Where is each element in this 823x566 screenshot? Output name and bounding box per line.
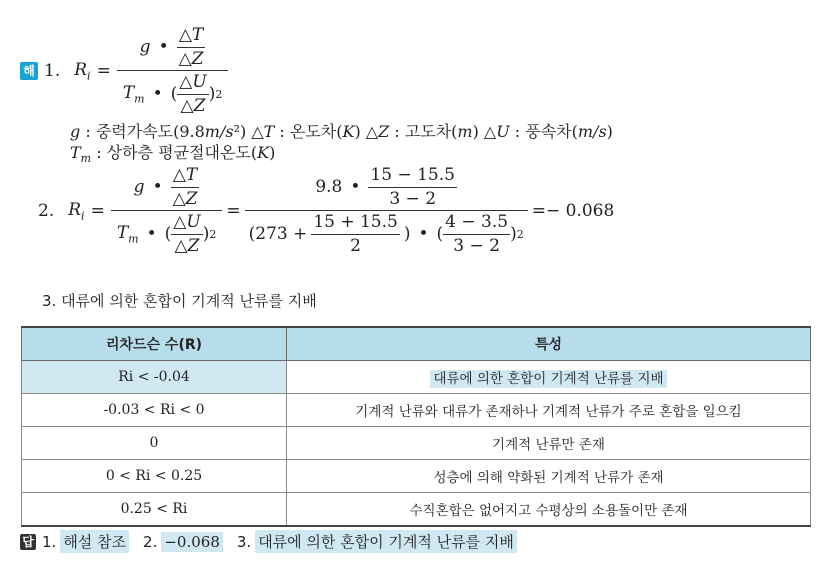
cell-property: 기계적 난류와 대류가 존재하나 기계적 난류가 주로 혼합을 일으킴 <box>287 394 811 427</box>
temp-diff-fraction: $\frac{15 - 15.5}{3 - 2}$ <box>370 165 455 209</box>
legend-segment: K <box>342 122 355 141</box>
paren-left: ( <box>170 84 178 105</box>
table-row <box>22 361 811 394</box>
legend-segment: m/s <box>204 122 234 141</box>
item-1-number: 1. <box>44 60 61 81</box>
legend-segment: : 온도차( <box>274 122 343 141</box>
delta-z: △Z <box>178 48 204 69</box>
formula-2 <box>38 166 614 256</box>
equals-sign: = <box>226 200 241 221</box>
answer-2-number: 2. <box>143 532 158 551</box>
legend-segment: m <box>457 122 473 141</box>
equals-sign: = <box>96 60 111 81</box>
table-row <box>22 493 811 527</box>
ri-symbol: $R_i$ <box>68 199 85 223</box>
legend-segment: T <box>263 122 275 141</box>
cell-range: 0.25 < Ri <box>22 493 287 527</box>
legend-segment: ) <box>606 122 613 141</box>
cell-property: 대류에 의한 혼합이 기계적 난류를 지배 <box>287 361 811 394</box>
table-row <box>22 427 811 460</box>
cell-property: 성층에 의해 약화된 기계적 난류가 존재 <box>287 460 811 493</box>
legend-segment: U <box>496 122 510 141</box>
legend-segment: ) △ <box>239 122 264 141</box>
cell-range: -0.03 < Ri < 0 <box>22 394 287 427</box>
answer-3: 대류에 의한 혼합이 기계적 난류를 지배 <box>255 530 517 553</box>
equals-sign: = <box>90 200 105 221</box>
legend-segment: g <box>70 122 81 141</box>
solution-badge: 해 <box>20 62 38 80</box>
delta-z: △Z <box>180 96 206 117</box>
substituted-fraction: 9.8 • $\frac{15 - 15.5}{3 - 2}$ (273 + $\frac{15 + 15.5}{2}$ ) • ( $\frac{4 - 3.5}{3 - 2}$ ) 2 <box>245 166 528 256</box>
legend-line-1 <box>70 119 613 142</box>
legend-segment: Z <box>378 122 390 141</box>
ri-fraction-2: g • $\frac{\triangle T}{\triangle Z}$ $T_m$ • ( $\frac{\triangle U}{\triangle Z}$ ) 2 <box>111 166 223 256</box>
legend-segment: ) △ <box>354 122 379 141</box>
header-richardson: 리차드슨 수(R) <box>22 327 287 361</box>
delta-u: △U <box>179 72 207 93</box>
cell-range: 0 <box>22 427 287 460</box>
wind-diff-fraction: $\frac{4 - 3.5}{3 - 2}$ <box>445 212 509 257</box>
cell-property: 수직혼합은 없어지고 수평상의 소용돌이만 존재 <box>287 493 811 527</box>
table-row <box>22 394 811 427</box>
cell-range: Ri < -0.04 <box>22 361 287 394</box>
table-header-row <box>22 327 811 361</box>
result-value: =− 0.068 <box>531 200 615 221</box>
richardson-table <box>21 326 811 527</box>
dU-dZ-fraction <box>177 73 208 115</box>
legend-line-2: $T_m$ : 상하층 평균절대온도(K) <box>70 143 276 166</box>
dT-dZ-fraction <box>177 26 206 68</box>
delta-t: △T <box>178 25 204 45</box>
paren-right: ) <box>208 84 216 105</box>
square-exponent: 2 <box>215 87 223 101</box>
legend-segment: m/s <box>577 122 607 141</box>
formula-1 <box>20 26 228 116</box>
dot-operator: • <box>158 36 169 57</box>
ri-fraction <box>117 26 229 116</box>
temp-sum-open: (273 + <box>248 224 308 245</box>
item-2-number: 2. <box>38 200 55 221</box>
mean-temp-fraction: $\frac{15 + 15.5}{2}$ <box>313 212 398 257</box>
cell-property: 기계적 난류만 존재 <box>287 427 811 460</box>
item-3-text: 3. 대류에 의한 혼합이 기계적 난류를 지배 <box>42 292 317 310</box>
legend-segment: : 중력가속도(9.8 <box>80 122 205 141</box>
answer-line <box>20 530 517 553</box>
tm-symbol: $T_m$ <box>122 82 145 106</box>
gravity-value: 9.8 <box>315 176 343 197</box>
legend-segment: : 고도차( <box>389 122 458 141</box>
table-row <box>22 460 811 493</box>
dot-operator: • <box>152 84 163 105</box>
answer-1: 해설 참조 <box>60 530 129 553</box>
header-property: 특성 <box>287 327 811 361</box>
legend-segment: ² <box>233 122 240 141</box>
legend-segment: ) △ <box>472 122 497 141</box>
answer-1-number: 1. <box>42 532 57 551</box>
answer-3-number: 3. <box>236 532 252 551</box>
gravity-symbol: g <box>139 36 151 57</box>
answer-badge: 답 <box>20 534 36 550</box>
answer-2: −0.068 <box>161 532 223 552</box>
cell-range: 0 < Ri < 0.25 <box>22 460 287 493</box>
ri-symbol: $R_i$ <box>74 59 91 83</box>
legend-segment: : 풍속차( <box>509 122 578 141</box>
